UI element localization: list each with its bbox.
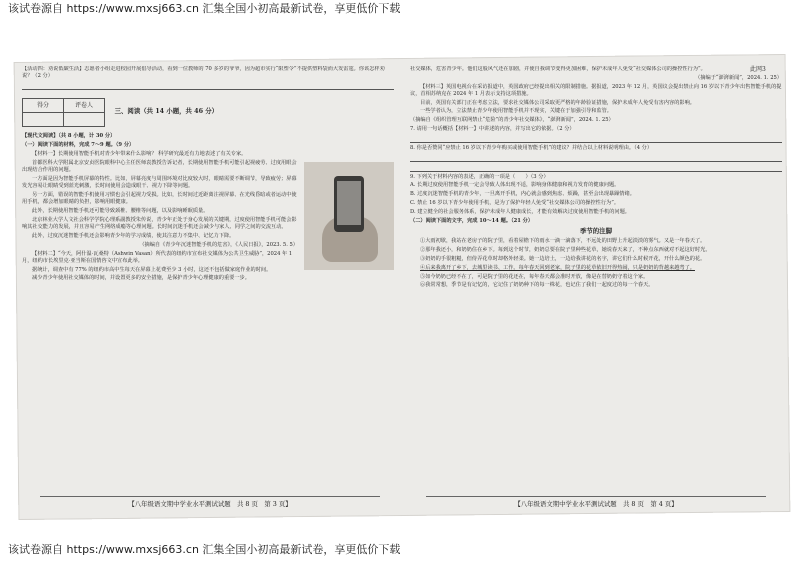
option-d: D. 建立健全的社会服务体系，保护未成年人健康成长，才能有效解决过度使用智能手机的问题。: [410, 208, 630, 215]
material-three-paragraph: 一些学者认为，立法禁止青少年使用智能手机并不现实，关键在于加强引导和监管。: [420, 108, 612, 115]
grader-header: 评卷人: [64, 99, 105, 113]
phone-icon: [334, 176, 364, 232]
score-header: 得分: [23, 99, 64, 113]
modern-reading-title: 【现代文阅读】（共 8 小题，计 30 分）: [22, 133, 116, 139]
material-three-paragraph: 目前，英国有关部门正在考虑立法，要求社交媒体公司采取更严格的年龄验证措施，保护未成年人免受有害内容的影响。: [420, 99, 695, 106]
material-one-title: 【材料一】长期使用智能手机对青少年带来什么影响？ 科学研究最近有力地表述了有关专家。: [32, 151, 247, 158]
phone-photo: [304, 162, 394, 270]
left-page-footer: 【八年级语文期中学业水平测试试题 共 8 页 第 3 页】: [40, 496, 380, 508]
story-paragraph: ①大雨初歇，我站在老房子的院子里，看着屋檐下的雨水一滴一滴落下，不远处的田野上升起淡淡的雾气。又是一年春天了。: [420, 238, 706, 245]
question-seven: 7. 请用一句话概括【材料一】中讲述的内容，并写出它的依据。（2 分）: [410, 125, 575, 132]
answer-line: [22, 82, 394, 90]
story-title: 季节的注脚: [580, 227, 612, 236]
material-two-paragraph: 据统计，调查中有 77% 的纽约市高中生每天在屏幕上花费至少 3 小时，这还不包括做家庭作业的时间。: [32, 266, 272, 273]
section-header: [22, 92, 394, 131]
answer-line[interactable]: [410, 135, 782, 143]
story-paragraph: ④后来我离开了乡下，去城里读书、工作。每年春天回到老家，院子里的花草依旧开得热闹，只是奶奶的背越来越弯了。: [420, 264, 695, 271]
question-nine: 9. 下列关于材料内容的表述，正确的一项是（ ）（3 分）: [410, 173, 549, 180]
material-one-paragraph: 北京林业大学人文社会科学学院心理系副教授朱传说，青少年正处于身心发展的关键期，过度使用智能手机可能会影响其社交能力的发展，并且容易产生网络成瘾等心理问题。长时间沉迷手机还会减少与家人、同学之间的交流互动。: [22, 217, 297, 231]
material-two-continued: 社交媒体，危害青少年。他们这股风气还在加剧，并使自我调节变得更加困难，保护未成年人免受“社交媒体公司的操控性行为”。: [410, 66, 706, 72]
material-two-paragraph: 减少青少年使用社交媒体的时间，并设置更多的安全措施，是保护青少年心理健康的重要一步。: [32, 275, 250, 282]
option-c: C. 禁止 16 岁以下青少年使用手机，是为了保护年轻人免受“社交媒体公司的操控性行为”。: [410, 199, 620, 206]
left-column: [22, 66, 394, 510]
score-cell: [23, 113, 64, 127]
section-title: 三、阅读（共 14 小题，共 46 分）: [114, 107, 219, 115]
material-one-paragraph: 此外，过度沉迷智能手机还会影响青少年的学习成绩，使其注意力不集中、记忆力下降。: [32, 233, 235, 239]
top-banner: 该试卷源自 https://www.mxsj663.cn 汇集全国小初高最新试卷，享更低价下载: [0, 0, 794, 18]
part-one-title: （一）阅读下面的材料，完成 7～9 题。（9 分）: [22, 142, 135, 149]
answer-line[interactable]: [410, 154, 782, 162]
right-page-footer: 【八年级语文期中学业水平测试试题 共 8 页 第 4 页】: [426, 496, 766, 508]
story-paragraph: ⑤如今奶奶已经不在了，可是院子里的花还在，每年春天都会准时开放，像是在替奶奶守着这个家。: [420, 273, 649, 280]
material-one-paragraph: 此外，长期使用智能手机还可能导致颈椎、腰椎等问题，以及影响睡眠质量。: [32, 208, 209, 215]
question-eight: 8. 你是否赞同“应禁止 16 岁以下青少年购买或使用智能手机”的建议？并结合以上材料说明理由。（4 分）: [410, 144, 653, 151]
bottom-banner: 该试卷源自 https://www.mxsj663.cn 汇集全国小初高最新试卷，享更低价下载: [0, 541, 794, 559]
story-paragraph: ⑥我常常想，季节是有记忆的，它记住了奶奶种下的每一株花，也记住了我们一起度过的每一个春天。: [420, 282, 654, 289]
answer-line[interactable]: [410, 164, 782, 172]
option-a: A. 长期过度使用智能手机一定会导致人体出现不适，影响身体健康和视力发育的健康问题。: [410, 182, 620, 189]
material-two-source: （摘编于“澎湃新闻”，2024. 1. 25）: [695, 74, 782, 81]
material-one-paragraph: 另一方面，错误的智能手机使用习惯也会引起视力受损。比如，长时间过近距离注视屏幕、在光线昏暗或者运动中使用手机，都会增加眼睛的负担，影响用眼健康。: [22, 192, 297, 206]
score-table: [22, 98, 105, 127]
material-one-paragraph: 首都医科大学附属北京安贞医院眼科中心主任医师袁教授告诉记者，长期使用智能手机可能引起视疲劳、过度用眼会出现结合作用的问题。: [22, 160, 297, 174]
story-paragraph: ②那年我还小，和奶奶住在乡下。每到这个时节，奶奶总要在院子里种些花草，她说春天来了，不种点东西就对不起这好时光。: [420, 247, 711, 254]
option-b: B. 过度沉迷智能手机的青少年，一旦离开手机，内心就会感到焦虑、烦躁，甚至会出现暴躁情绪。: [410, 191, 635, 198]
material-one-source: （摘编自《青少年沉迷智能手机的危害》，《人民日报》，2023. 5. 5）: [139, 241, 298, 248]
activity-four: 【活动四：劝说低碳生活】志愿者小组走进校园开展倡导活动，看到一位教师的 70 多岁的爷爷，因为超市实行“限塑令”不提供塑料袋而大发雷霆。你该怎样劝说？（2 分）: [22, 66, 385, 80]
material-three-source: （摘编自《组织管理互联网禁止“危险”的青少年社交媒体》，“澎湃新闻”，2024. 1. 25）: [410, 117, 614, 124]
part-two-title: （二）阅读下面的文字，完成 10～14 题。（21 分）: [410, 217, 534, 224]
right-column: [410, 66, 782, 510]
grader-cell: [64, 113, 105, 127]
material-two-title: 【材料二】“今天，阿什温·瓦桑特（Ashwin Vasan）所代表的纽约市宣布社交媒体为公共卫生威胁”，2024 年 1 月，纽约市长埃里克·亚当斯在国情咨文中宣布此举。: [22, 250, 293, 264]
material-one-paragraph: 一方面是因为智能手机屏幕的特性。比如，屏幕亮度与周围环境对比度较大时，眼睛需要不断调节，导致疲劳；屏幕发光容易让眼睛受到蓝光刺激，长时间使用会造成眼干、视力下降等问题。: [22, 176, 297, 190]
material-three-title: 【材料三】英国电视台在采访报道中，英国政府已经提出相关的限制措施。据报道，2023 年 12 月，英国议会提出禁止向 16 岁以下青少年出售智能手机的提议，首相苏纳克在 2024 年 1 月表示支持这项措施。: [410, 83, 782, 97]
page-marker: 此网3: [750, 66, 766, 73]
story-paragraph: ③奶奶的手很粗糙，但侍弄花草时却格外轻柔。她一边培土，一边给我讲花的名字，讲它们什么时候开花，开什么颜色的花。: [420, 255, 706, 262]
